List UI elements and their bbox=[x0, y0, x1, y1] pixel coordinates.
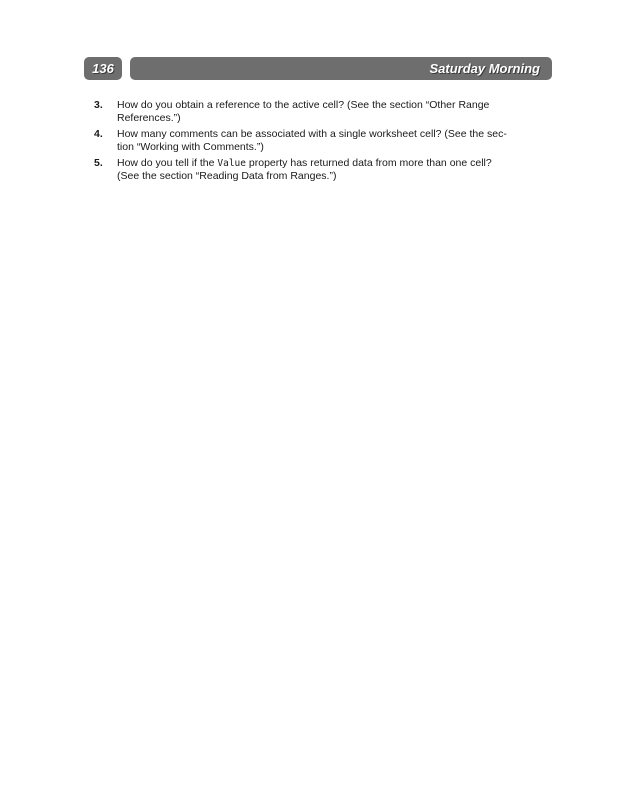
code-term-value: Value bbox=[217, 158, 246, 169]
question-number: 5. bbox=[94, 157, 103, 169]
review-question-list bbox=[94, 99, 534, 186]
question-item-5 bbox=[94, 157, 534, 183]
question-text-line: How many comments can be associated with a single worksheet cell? (See the sec- bbox=[117, 128, 507, 140]
running-header-bar bbox=[130, 57, 552, 80]
question-text-segment: How do you tell if the bbox=[117, 157, 218, 169]
running-header-title: Saturday Morning bbox=[429, 61, 540, 76]
question-text-line: How do you obtain a reference to the active cell? (See the section “Other Range bbox=[117, 99, 490, 111]
question-text-line: tion “Working with Comments.”) bbox=[117, 141, 264, 153]
question-number: 4. bbox=[94, 128, 103, 140]
page-number: 136 bbox=[84, 57, 122, 80]
question-number: 3. bbox=[94, 99, 103, 111]
question-text-segment: property has returned data from more than one cell? bbox=[246, 157, 492, 169]
question-item-3 bbox=[94, 99, 534, 125]
question-text-line: References.”) bbox=[117, 112, 181, 124]
page-header bbox=[84, 57, 552, 80]
question-text-line: (See the section “Reading Data from Ranges.”) bbox=[117, 170, 337, 182]
question-item-4 bbox=[94, 128, 534, 154]
